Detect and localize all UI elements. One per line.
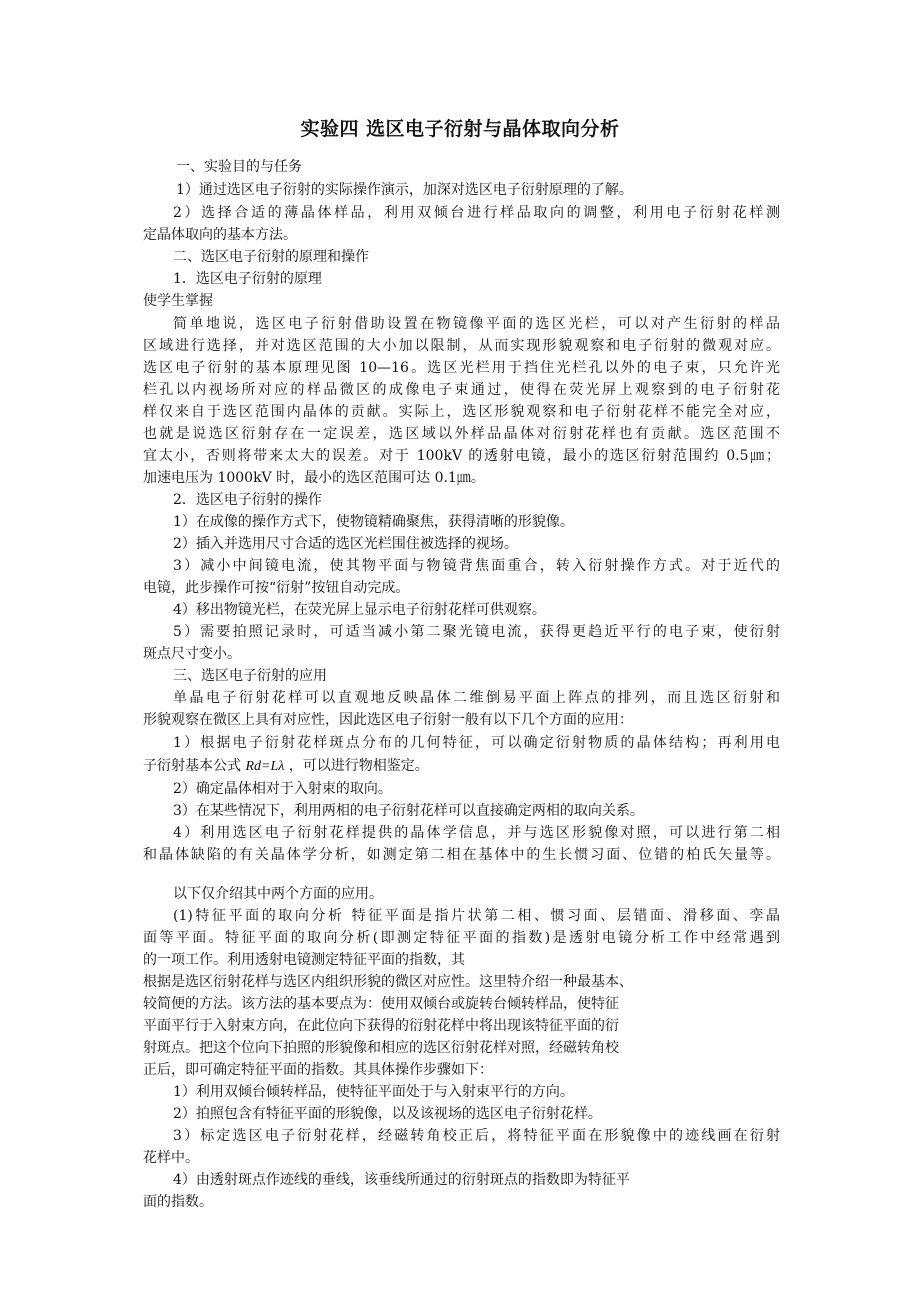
paragraph-line: 也就是说选区衍射存在一定误差，选区域以外样品晶体对衍射花样也有贡献。选区范围不 — [143, 426, 780, 442]
list-item: 3）减小中间镜电流，使其物平面与物镜背焦面重合，转入衍射操作方式。对于近代的 — [173, 558, 780, 574]
paragraph-line: 较简便的方法。该方法的基本要点为：使用双倾台或旋转台倾转样品，使特征 — [143, 996, 619, 1012]
formula-suffix: ，可以进行物相鉴定。 — [288, 758, 429, 774]
list-item-cont: 斑点尺寸变小。 — [143, 646, 241, 662]
list-item-cont — [143, 756, 429, 777]
paragraph-line: 单晶电子衍射花样可以直观地反映晶体二维倒易平面上阵点的排列，而且选区衍射和 — [173, 690, 780, 706]
paragraph-line: 平面平行于入射束方向，在此位向下获得的衍射花样中将出现该特征平面的衍 — [143, 1018, 619, 1034]
paragraph-line: 2）选择合适的薄晶体样品，利用双倾台进行样品取向的调整，利用电子衍射花样测 — [173, 205, 780, 221]
list-item: 1）在成像的操作方式下，使物镜精确聚焦，获得清晰的形貌像。 — [173, 514, 574, 530]
paragraph-line: 1）通过选区电子衍射的实际操作演示，加深对选区电子衍射原理的了解。 — [176, 182, 633, 198]
paragraph-line: 宜太小，否则将带来太大的误差。对于 100kV 的透射电镜，最小的选区衍射范围约 0.5㎛； — [143, 448, 780, 464]
paragraph-line: 简单地说，选区电子衍射借助设置在物镜像平面的选区光栏，可以对产生衍射的样品 — [173, 316, 780, 332]
formula-rd-l-lambda: Rd=Lλ — [245, 759, 285, 774]
heading-applications: 三、选区电子衍射的应用 — [173, 668, 327, 684]
paragraph-line: 根据是选区衍射花样与选区内组织形貌的微区对应性。这里特介绍一种最基本、 — [143, 974, 633, 990]
paragraph-line: 样仅来自于选区范围内晶体的贡献。实际上，选区形貌观察和电子衍射花样不能完全对应， — [143, 404, 780, 420]
paragraph-line: 选区电子衍射的基本原理见图 10—16。选区光栏用于挡住光栏孔以外的电子束，只允许光 — [143, 360, 780, 376]
list-item: 4）利用选区电子衍射花样提供的晶体学信息，并与选区形貌像对照，可以进行第二相 — [173, 825, 780, 841]
list-item: 4）移出物镜光栏，在荧光屏上显示电子衍射花样可供观察。 — [173, 602, 546, 618]
paragraph-line: 正后，即可确定特征平面的指数。其具体操作步骤如下： — [143, 1062, 493, 1078]
list-item: 3）标定选区电子衍射花样，经磁转角校正后，将特征平面在形貌像中的迹线画在衍射 — [173, 1128, 780, 1144]
list-item: 1）利用双倾台倾转样品，使特征平面处于与入射束平行的方向。 — [173, 1084, 574, 1100]
document-title: 实验四 选区电子衍射与晶体取向分析 — [300, 118, 620, 140]
list-item-cont: 和晶体缺陷的有关晶体学分析，如测定第二相在基体中的生长惯习面、位错的柏氏矢量等。 — [143, 847, 780, 863]
list-item-cont: 花样中。 — [143, 1150, 199, 1166]
heading-objectives: 一、实验目的与任务 — [176, 159, 302, 175]
list-item: 2）插入并选用尺寸合适的选区光栏围住被选择的视场。 — [173, 536, 518, 552]
paragraph-line: 加速电压为 1000kV 时，最小的选区范围可达 0.1㎛。 — [143, 470, 485, 486]
list-item: 2）拍照包含有特征平面的形貌像，以及该视场的选区电子衍射花样。 — [173, 1106, 602, 1122]
paragraph-line: 的一项工作。利用透射电镜测定特征平面的指数，其 — [143, 952, 465, 968]
subheading-operation: 2．选区电子衍射的操作 — [173, 492, 322, 508]
paragraph-line: 射斑点。把这个位向下拍照的形貌像和相应的选区衍射花样对照，经磁转角校 — [143, 1040, 619, 1056]
list-item: 5）需要拍照记录时，可适当减小第二聚光镜电流，获得更趋近平行的电子束，使衍射 — [173, 624, 780, 640]
list-item: 4）由透射斑点作迹线的垂线，该垂线所通过的衍射斑点的指数即为特征平 — [173, 1172, 630, 1188]
list-item: 1）根据电子衍射花样斑点分布的几何特征，可以确定衍射物质的晶体结构；再利用电 — [173, 735, 780, 751]
paragraph-line: 以下仅介绍其中两个方面的应用。 — [173, 886, 383, 902]
paragraph-line: 形貌观察在微区上具有对应性，因此选区电子衍射一般有以下几个方面的应用： — [143, 712, 633, 728]
list-item: 2）确定晶体相对于入射束的取向。 — [173, 781, 392, 797]
formula-intro: 子衍射基本公式 — [143, 758, 241, 774]
paragraph-line: (1)特征平面的取向分析 特征平面是指片状第二相、惯习面、层错面、滑移面、孪晶 — [173, 908, 780, 924]
paragraph-line: 使学生掌握 — [143, 293, 213, 309]
list-item: 3）在某些情况下，利用两相的电子衍射花样可以直接确定两相的取向关系。 — [173, 803, 644, 819]
subheading-principle: 1．选区电子衍射的原理 — [173, 271, 322, 287]
paragraph-line: 区域进行选择，并对选区范围的大小加以限制，从而实现形貌观察和电子衍射的微观对应。 — [143, 338, 780, 354]
paragraph-line: 面等平面。特征平面的取向分析(即测定特征平面的指数)是透射电镜分析工作中经常遇到 — [143, 930, 780, 946]
paragraph-line: 定晶体取向的基本方法。 — [143, 227, 297, 243]
heading-principle-operation: 二、选区电子衍射的原理和操作 — [173, 249, 369, 265]
paragraph-line: 栏孔以内视场所对应的样品微区的成像电子束通过，使得在荧光屏上观察到的电子衍射花 — [143, 382, 780, 398]
list-item-cont: 电镜，此步操作可按“衍射”按钮自动完成。 — [143, 580, 410, 596]
list-item-cont: 面的指数。 — [143, 1194, 213, 1210]
